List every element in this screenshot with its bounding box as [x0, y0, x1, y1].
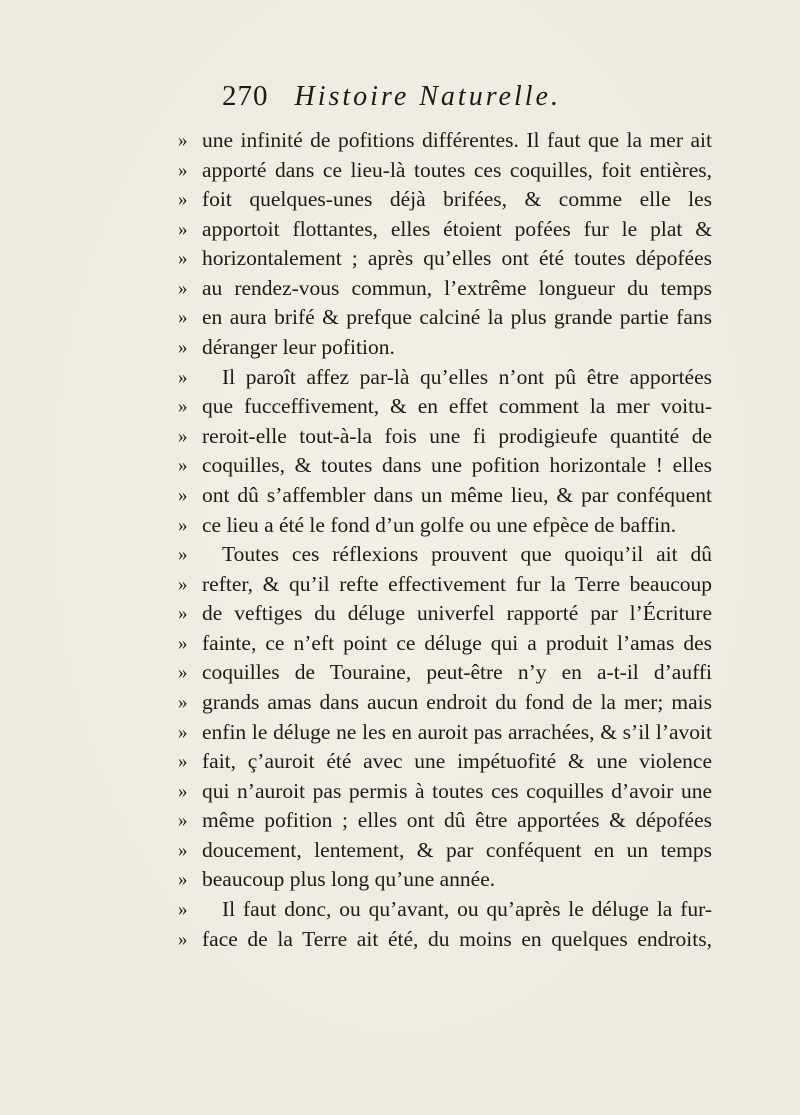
quotation-mark: »: [178, 159, 188, 181]
text-line: [178, 185, 712, 215]
line-text: foit quelques-unes déjà brifées, & comme elle les: [202, 187, 712, 212]
quotation-mark: »: [178, 130, 188, 151]
text-line: [178, 540, 712, 570]
text-line: [178, 244, 712, 274]
line-text: en aura brifé & prefque calciné la plus grande partie fans: [202, 305, 712, 330]
text-line: [178, 303, 712, 333]
line-text: fait, ç’auroit été avec une impétuofité & une violence: [202, 749, 712, 774]
text-line: [178, 629, 712, 659]
quotation-mark: »: [178, 839, 188, 861]
text-line: [178, 688, 712, 718]
line-text: qui n’auroit pas permis à toutes ces coquilles d’avoir une: [202, 778, 712, 803]
text-line: [178, 126, 712, 156]
quotation-mark: »: [178, 366, 188, 388]
line-text: apporté dans ce lieu-là toutes ces coquilles, foit entières,: [202, 157, 712, 182]
text-line: [178, 570, 712, 600]
quotation-mark: »: [178, 810, 188, 832]
line-text: de veftiges du déluge univerfel rapporté par l’Écriture: [202, 601, 712, 626]
line-text: que fucceffivement, & en effet comment la mer voitu-: [202, 394, 712, 419]
text-line: [178, 451, 712, 481]
line-text: enfin le déluge ne les en auroit pas arrachées, & s’il l’avoit: [202, 719, 712, 744]
line-text: Il faut donc, ou qu’avant, ou qu’après le déluge la fur-: [222, 897, 712, 922]
page-number: 270: [222, 80, 269, 112]
text-line: [178, 481, 712, 511]
line-text: beaucoup plus long qu’une année.: [202, 867, 496, 892]
quotation-mark: »: [178, 455, 188, 477]
text-line: [178, 333, 712, 363]
line-text: déranger leur pofition.: [202, 335, 395, 360]
quotation-mark: »: [178, 899, 188, 921]
line-text: face de la Terre ait été, du moins en quelques endroits,: [202, 926, 712, 951]
quotation-mark: »: [178, 337, 188, 359]
text-line: [178, 422, 712, 452]
quotation-mark: »: [178, 248, 188, 270]
page-header: [222, 80, 561, 116]
line-text: ce lieu a été le fond d’un golfe ou une efpèce de baffin.: [202, 512, 677, 537]
text-line: [178, 836, 712, 866]
quotation-mark: »: [178, 691, 188, 713]
line-text: fainte, ce n’eft point ce déluge qui a produit l’amas des: [202, 630, 712, 655]
quotation-mark: »: [178, 928, 188, 950]
quotation-mark: »: [178, 396, 188, 418]
text-line: [178, 895, 712, 925]
quotation-mark: »: [178, 514, 188, 536]
text-line: [178, 925, 712, 955]
quotation-mark: »: [178, 780, 188, 802]
quotation-mark: »: [178, 307, 188, 329]
line-text: reroit-elle tout-à-la fois une fi prodigieufe quantité de: [202, 423, 712, 448]
line-text: Il paroît affez par-là qu’elles n’ont pû être apportées: [222, 364, 712, 389]
quotation-mark: »: [178, 544, 188, 566]
quotation-mark: »: [178, 662, 188, 684]
text-line: [178, 363, 712, 393]
body-text: [178, 126, 712, 954]
text-line: [178, 777, 712, 807]
quotation-mark: »: [178, 277, 188, 299]
quotation-mark: »: [178, 218, 188, 240]
text-line: [178, 392, 712, 422]
line-text: ont dû s’affembler dans un même lieu, & par conféquent: [202, 482, 712, 507]
quotation-mark: »: [178, 751, 188, 773]
quotation-mark: »: [178, 632, 188, 654]
quotation-mark: »: [178, 721, 188, 743]
text-line: [178, 747, 712, 777]
text-line: [178, 806, 712, 836]
quotation-mark: »: [178, 603, 188, 625]
quotation-mark: »: [178, 484, 188, 506]
text-line: [178, 274, 712, 304]
line-text: refter, & qu’il refte effectivement fur la Terre beaucoup: [202, 571, 712, 596]
line-text: apportoit flottantes, elles étoient pofées fur le plat &: [202, 216, 712, 241]
text-line: [178, 511, 712, 541]
quotation-mark: »: [178, 573, 188, 595]
quotation-mark: »: [178, 869, 188, 891]
line-text: même pofition ; elles ont dû être apportées & dépofées: [202, 808, 712, 833]
text-line: [178, 215, 712, 245]
line-text: Toutes ces réflexions prouvent que quoiqu’il ait dû: [222, 542, 712, 567]
text-line: [178, 599, 712, 629]
text-line: [178, 865, 712, 895]
line-text: coquilles, & toutes dans une pofition horizontale ! elles: [202, 453, 712, 478]
text-line: [178, 658, 712, 688]
quotation-mark: »: [178, 189, 188, 211]
line-text: coquilles de Touraine, peut-être n’y en a-t-il d’auffi: [202, 660, 712, 685]
line-text: au rendez-vous commun, l’extrême longueur du temps: [202, 275, 712, 300]
quotation-mark: »: [178, 425, 188, 447]
line-text: horizontalement ; après qu’elles ont été toutes dépofées: [202, 246, 712, 271]
line-text: doucement, lentement, & par conféquent en un temps: [202, 837, 712, 862]
text-line: [178, 718, 712, 748]
line-text: une infinité de pofitions différentes. Il faut que la mer ait: [202, 128, 712, 152]
line-text: grands amas dans aucun endroit du fond de la mer; mais: [202, 689, 712, 714]
running-title: Histoire Naturelle.: [294, 81, 561, 112]
text-line: [178, 156, 712, 186]
